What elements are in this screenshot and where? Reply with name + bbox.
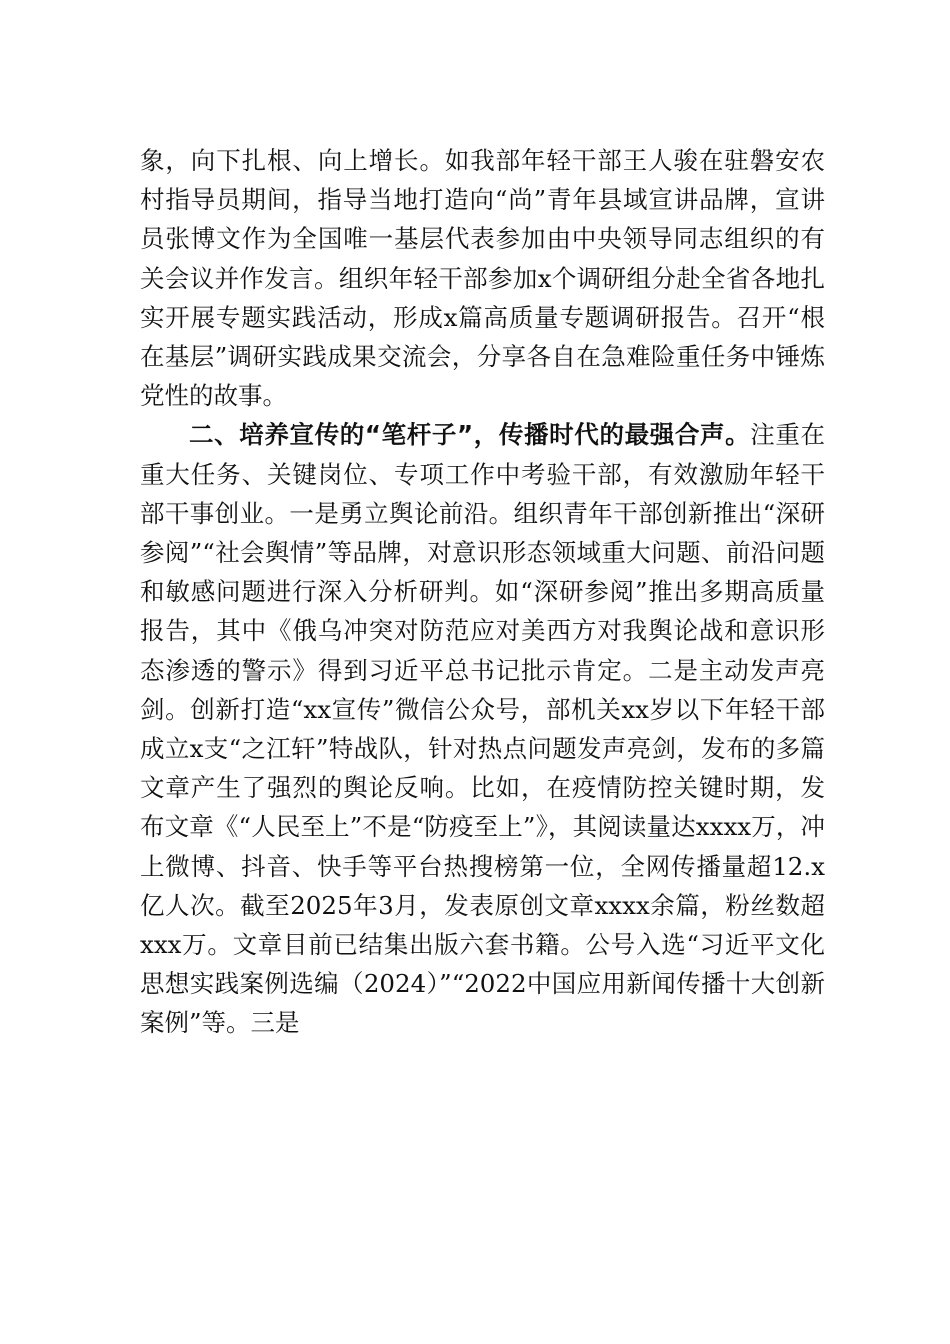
document-page xyxy=(140,141,825,1043)
section-heading: 二、培养宣传的“笔杆子”，传播时代的最强合声。 xyxy=(189,420,751,450)
paragraph-2 xyxy=(140,415,825,1042)
paragraph-2-body: 注重在重大任务、关键岗位、专项工作中考验干部，有效激励年轻干部干事创业。一是勇立舆论前沿。组织青年干部创新推出“深研参阅”“社会舆情”等品牌，对意识形态领域重大问题、前沿问题和敏感问题进行深入分析研判。如“深研参阅”推出多期高质量报告，其中《俄乌冲突对防范应对美西方对我舆论战和意识形态渗透的警示》得到习近平总书记批示肯定。二是主动发声亮剑。创新打造“xx宣传”微信公众号，部机关xx岁以下年轻干部成立x支“之江轩”特战队，针对热点问题发声亮剑，发布的多篇文章产生了强烈的舆论反响。比如，在疫情防控关键时期，发布文章《“人民至上”不是“防疫至上”》，其阅读量达xxxx万，冲上微博、抖音、快手等平台热搜榜第一位，全网传播量超12.x亿人次。截至2025年3月，发表原创文章xxxx余篇，粉丝数超xxx万。文章目前已结集出版六套书籍。公号入选“习近平文化思想实践案例选编（2024）”“2022中国应用新闻传播十大创新案例”等。三是 xyxy=(140,420,826,1038)
paragraph-1: 象，向下扎根、向上增长。如我部年轻干部王人骏在驻磐安农村指导员期间，指导当地打造向“尚”青年县域宣讲品牌，宣讲员张博文作为全国唯一基层代表参加由中央领导同志组织的有关会议并作发言。组织年轻干部参加x个调研组分赴全省各地扎实开展专题实践活动，形成x篇高质量专题调研报告。召开“根在基层”调研实践成果交流会，分享各自在急难险重任务中锤炼党性的故事。 xyxy=(140,146,825,411)
